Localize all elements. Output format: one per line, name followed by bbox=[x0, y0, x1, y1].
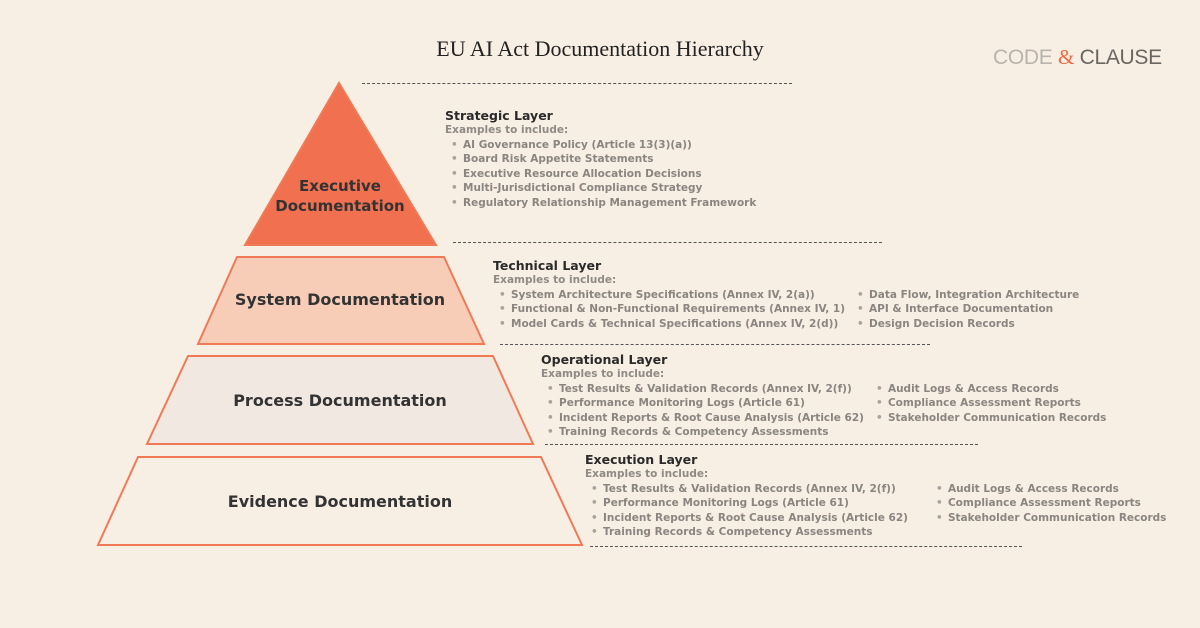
example-list bbox=[493, 288, 845, 332]
list-item: • Incident Reports & Root Cause Analysis (Article 62) bbox=[603, 511, 908, 526]
tier-label-executive bbox=[260, 176, 420, 216]
list-item: • Regulatory Relationship Management Framework bbox=[463, 196, 756, 211]
examples-label: Examples to include: bbox=[585, 468, 709, 480]
layer-heading: Operational Layer bbox=[541, 352, 668, 367]
list-item: • Stakeholder Communication Records bbox=[888, 411, 1106, 426]
list-item: • Incident Reports & Root Cause Analysis (Article 62) bbox=[559, 411, 864, 426]
list-item: • Training Records & Competency Assessments bbox=[603, 525, 908, 540]
example-list bbox=[585, 482, 908, 540]
layer-heading: Technical Layer bbox=[493, 258, 602, 273]
logo-text-code: CODE bbox=[993, 46, 1059, 69]
list-item: • Functional & Non-Functional Requirements (Annex IV, 1) bbox=[511, 302, 845, 317]
divider bbox=[590, 546, 1022, 547]
layer-heading: Execution Layer bbox=[585, 452, 698, 467]
examples-label: Examples to include: bbox=[493, 274, 617, 286]
list-item: • API & Interface Documentation bbox=[869, 302, 1079, 317]
example-list bbox=[930, 482, 1166, 540]
layer-heading: Strategic Layer bbox=[445, 108, 553, 123]
layer-strategic bbox=[445, 108, 756, 210]
examples-label: Examples to include: bbox=[445, 124, 569, 136]
example-list bbox=[445, 138, 756, 211]
layer-technical bbox=[493, 258, 1079, 331]
list-item: • Data Flow, Integration Architecture bbox=[869, 288, 1079, 303]
example-list bbox=[870, 382, 1106, 440]
tier-executive bbox=[245, 83, 436, 245]
list-item: • Audit Logs & Access Records bbox=[888, 382, 1106, 397]
list-item: • Executive Resource Allocation Decisions bbox=[463, 167, 756, 182]
tier-label-evidence: Evidence Documentation bbox=[227, 492, 453, 511]
divider bbox=[362, 83, 792, 84]
logo-ampersand: & bbox=[1058, 45, 1075, 69]
tier-label-line: Executive bbox=[299, 177, 381, 195]
list-item: • Training Records & Competency Assessments bbox=[559, 425, 864, 440]
list-item: • Multi-Jurisdictional Compliance Strategy bbox=[463, 181, 756, 196]
list-item: • Performance Monitoring Logs (Article 61) bbox=[559, 396, 864, 411]
example-list bbox=[541, 382, 864, 440]
list-item: • Compliance Assessment Reports bbox=[948, 496, 1166, 511]
list-item: • AI Governance Policy (Article 13(3)(a)) bbox=[463, 138, 756, 153]
list-item: • Board Risk Appetite Statements bbox=[463, 152, 756, 167]
list-item: • System Architecture Specifications (Annex IV, 2(a)) bbox=[511, 288, 845, 303]
divider bbox=[453, 242, 882, 243]
example-list bbox=[851, 288, 1079, 332]
divider bbox=[500, 344, 930, 345]
logo-text-clause: CLAUSE bbox=[1074, 46, 1162, 69]
list-item: • Design Decision Records bbox=[869, 317, 1079, 332]
list-item: • Model Cards & Technical Specifications (Annex IV, 2(d)) bbox=[511, 317, 845, 332]
layer-execution bbox=[585, 452, 1166, 540]
list-item: • Compliance Assessment Reports bbox=[888, 396, 1106, 411]
examples-label: Examples to include: bbox=[541, 368, 665, 380]
list-item: • Test Results & Validation Records (Annex IV, 2(f)) bbox=[559, 382, 864, 397]
tier-label-system: System Documentation bbox=[234, 290, 446, 309]
tier-label-line: Documentation bbox=[275, 197, 405, 215]
diagram-title: EU AI Act Documentation Hierarchy bbox=[436, 36, 764, 61]
list-item: • Audit Logs & Access Records bbox=[948, 482, 1166, 497]
tier-label-process: Process Documentation bbox=[233, 391, 447, 410]
layer-operational bbox=[541, 352, 1106, 440]
list-item: • Stakeholder Communication Records bbox=[948, 511, 1166, 526]
list-item: • Test Results & Validation Records (Annex IV, 2(f)) bbox=[603, 482, 908, 497]
divider bbox=[545, 444, 978, 445]
list-item: • Performance Monitoring Logs (Article 61) bbox=[603, 496, 908, 511]
